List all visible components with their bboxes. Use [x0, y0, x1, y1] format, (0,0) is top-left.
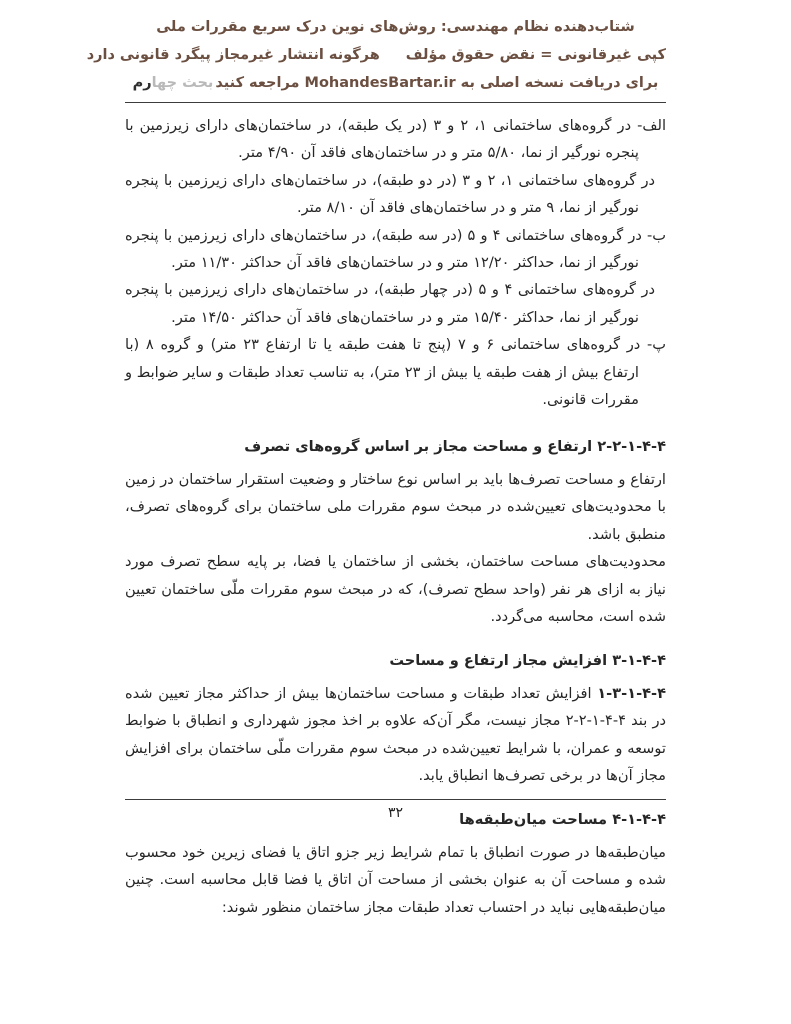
clause-text: در گروه‌های ساختمانی ۱، ۲ و ۳ (در یک طبقه)، در ساختمان‌های دارای زیرزمین با پنجره نورگیر از نما، ۵/۸۰ متر و در ساختمان‌های فاقد آن ۴/۹۰ متر. — [125, 117, 639, 162]
clause-label: پ- — [646, 336, 666, 354]
section-number: ۴-۴-۱-۲-۲ — [597, 438, 666, 456]
section-number: ۴-۴-۱-۳ — [612, 652, 666, 670]
paragraph-text: افزایش تعداد طبقات و مساحت ساختمان‌ها بیش از حداکثر مجاز تعیین شده در بند — [125, 684, 666, 730]
watermark-line-3 — [125, 69, 666, 97]
running-head-rest: رم — [132, 75, 152, 91]
section-heading-4-4-1-2-2 — [125, 433, 666, 460]
clause-text: در گروه‌های ساختمانی ۴ و ۵ (در سه طبقه)، در ساختمان‌های دارای زیرزمین با پنجره نورگیر از نما، حداکثر ۱۲/۲۰ متر و در ساختمان‌های فاقد آن حداکثر ۱۱/۳۰ متر. — [125, 226, 642, 272]
section-number: ۴-۴-۱-۴ — [612, 811, 666, 829]
clause-alef — [125, 112, 666, 167]
copyright-warning-text: کپی غیرقانونی = نقض حقوق مؤلف — [405, 47, 666, 63]
website-url: MohandesBartar.ir — [304, 75, 456, 91]
clause-text: در گروه‌های ساختمانی ۱، ۲ و ۳ (در دو طبقه)، در ساختمان‌های دارای زیرزمین با پنجره نورگیر از نما، ۹ متر و در ساختمان‌های فاقد آن ۸/۱۰ متر. — [125, 171, 655, 217]
section-title: افزایش مجاز ارتفاع و مساحت — [389, 652, 608, 670]
subsection-number: ۴-۴-۱-۳-۱ — [597, 684, 666, 702]
page-footer — [125, 794, 666, 821]
section-reference: ۴-۴-۱-۲-۲ — [565, 712, 626, 730]
clause-text: در گروه‌های ساختمانی ۴ و ۵ (در چهار طبقه)، در ساختمان‌های دارای زیرزمین با پنجره نورگیر از نما، حداکثر ۱۵/۴۰ متر و در ساختمان‌های فاقد آن حداکثر ۱۴/۵۰ متر. — [125, 281, 656, 326]
page-number: ۳۲ — [387, 805, 404, 821]
visit-text: مراجعه کنید — [215, 75, 300, 91]
clause-alef-sub — [125, 167, 666, 222]
original-copy-notice: برای دریافت نسخه اصلی به — [460, 75, 659, 91]
section-heading-4-4-1-3 — [125, 647, 666, 674]
paragraph-occupancy-limits: ارتفاع و مساحت تصرف‌ها باید بر اساس نوع ساختار و وضعیت استقرار ساختمان در زمین با محدودیت‌های تعیین‌شده در مبحث سوم مقررات ملی ساختمان برای گروه‌های تصرف، منطبق باشد. — [125, 470, 666, 543]
paragraph-mezzanines: میان‌طبقه‌ها در صورت انطباق با تمام شرایط زیر جزو اتاق یا فضای زیرین خود محسوب شده و مساحت آن به عنوان بخشی از مساحت آن اتاق یا فضا قابل محاسبه است. چنین میان‌طبقه‌هایی نباید در احتساب تعداد طبقات مجاز ساختمان منظور شوند: — [125, 843, 666, 916]
watermark-line-2 — [86, 41, 666, 69]
legal-warning-text: هرگونه انتشار غیرمجاز پیگرد قانونی دارد — [86, 47, 380, 63]
clause-be — [125, 222, 666, 277]
clause-label: الف- — [637, 117, 667, 134]
footer-divider — [125, 799, 666, 800]
clause-pe — [125, 331, 666, 413]
watermark-line-1: شتاب‌دهنده نظام مهندسی: روش‌های نوین درک سریع مقررات ملی — [156, 19, 635, 35]
clause-label: ب- — [647, 226, 667, 244]
running-head-faded: بحث چها — [151, 75, 214, 91]
section-title: ارتفاع و مساحت مجاز بر اساس گروه‌های تصرف — [244, 438, 593, 456]
clause-be-sub — [125, 276, 666, 331]
clause-text: در گروه‌های ساختمانی ۶ و ۷ (پنج تا هفت طبقه یا تا ارتفاع ۲۳ متر) و گروه ۸ (با ارتفاع بیش از هفت طبقه یا بیش از ۲۳ متر)، به تناسب تعداد طبقات و سایر ضوابط و مقررات قانونی. — [125, 336, 641, 409]
paragraph-text: مجاز نیست، مگر آن‌که علاوه بر اخذ مجوز شهرداری و انطباق با ضوابط توسعه و عمران، با شرایط تعیین‌شده در مبحث سوم مقررات ملّی ساختمان برای افزایش مجاز آن‌ها در برخی تصرف‌ها انطباق یابد. — [125, 712, 666, 784]
section-title: مساحت میان‌طبقه‌ها — [459, 811, 608, 829]
paragraph-area-per-person: محدودیت‌های مساحت ساختمان، بخشی از ساختمان یا فضا، بر پایه سطح تصرف مورد نیاز به ازای هر نفر (واحد سطح تصرف)، که در مبحث سوم مقررات ملّی ساختمان تعیین شده است، محاسبه می‌گردد. — [125, 553, 666, 625]
paragraph-increase-rules — [125, 680, 666, 790]
watermark-header — [86, 0, 666, 103]
header-divider — [125, 102, 666, 103]
